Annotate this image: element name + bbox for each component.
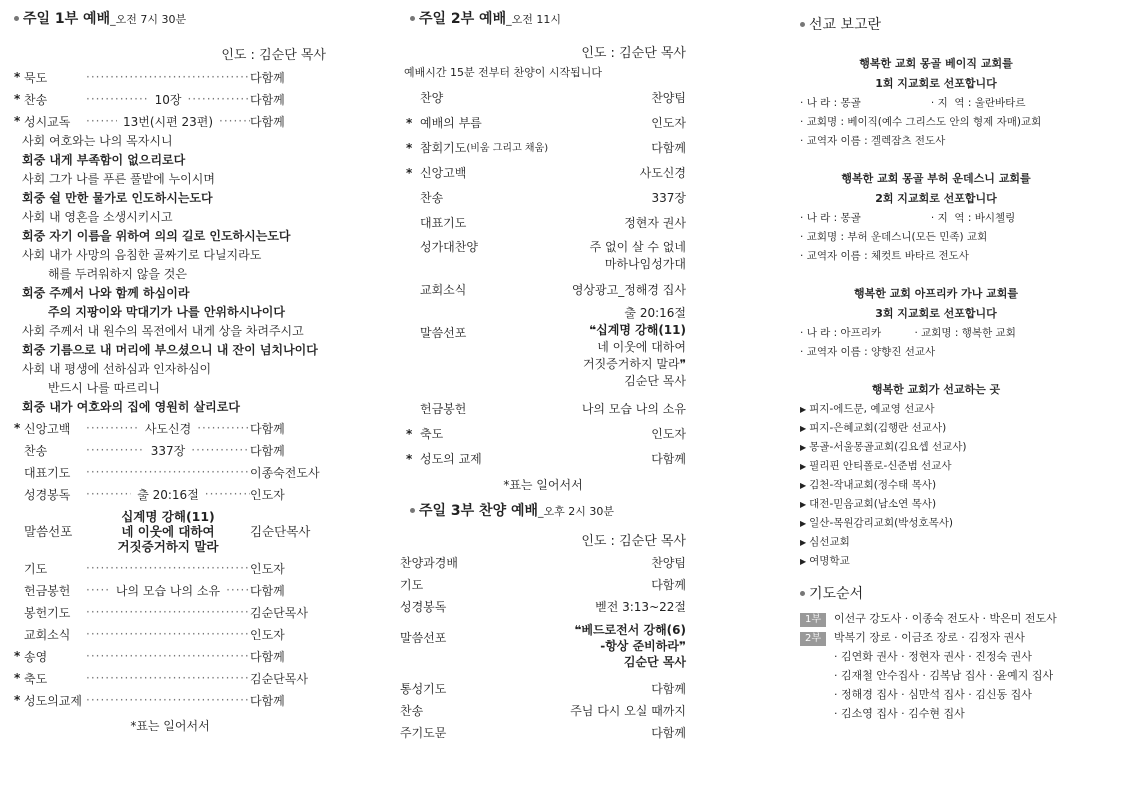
order-label: 헌금봉헌 [420, 402, 467, 416]
standing-mark: * [406, 166, 413, 180]
dot-leader [86, 443, 145, 457]
service-2-title: 주일 2부 예배 [419, 11, 507, 27]
sermon-info [583, 305, 686, 390]
order-left [406, 111, 482, 136]
order-list-b [14, 417, 326, 505]
standing-note: *표는 일어서서 [130, 719, 210, 733]
service-3-time: _오후 2시 30분 [538, 505, 615, 518]
sermon-preacher: 김순단 목사 [624, 374, 686, 388]
order-label: 신앙고백 [24, 421, 71, 436]
order-list-c [14, 557, 326, 711]
dot-leader [226, 583, 250, 597]
triangle-bullet-icon: ▶ [800, 462, 807, 471]
bullet-icon [14, 16, 19, 21]
service-1-sermon [14, 505, 326, 557]
psalm-line: 반드시 나를 따르리니 [48, 381, 160, 395]
order-right: 337장 [651, 191, 686, 205]
mission-item: · 교역자 이름 : 체컷트 바타르 전도사 [800, 250, 969, 262]
order-person: 인도자 [250, 561, 285, 576]
order-label: 찬송 [420, 191, 444, 205]
order-detail: 사도신경 [144, 421, 192, 436]
order-row [14, 417, 326, 439]
sermon-label: 말씀선포 [400, 631, 447, 645]
order-detail: 나의 모습 나의 소유 [115, 583, 221, 598]
order-row [14, 689, 326, 711]
standing-mark [406, 186, 420, 211]
order-right: 다함께 [651, 682, 686, 696]
order-row [400, 447, 686, 472]
support-item [800, 533, 1072, 552]
psalm-line: 회중 기름으로 내 머리에 부으셨으니 내 잔이 넘치나이다 [22, 343, 318, 357]
standing-mark: * [14, 114, 21, 128]
order-person: 인도자 [250, 627, 285, 642]
order-row [400, 700, 686, 722]
order-label: 찬송 [400, 704, 424, 718]
order-person: 다함께 [250, 70, 285, 85]
prayer-line [800, 704, 1072, 723]
order-label: 헌금봉헌 [24, 583, 71, 598]
sermon-scripture: 출 20:16절 [624, 306, 686, 320]
order-label: 찬양과경배 [400, 556, 458, 570]
mission-item: · 교회명 : 부허 운데스니(모든 민족) 교회 [800, 231, 988, 243]
service-2-order [400, 86, 686, 236]
service-2-heading [410, 8, 686, 30]
support-item [800, 400, 1072, 419]
prayer-names: · 김연화 권사 · 정현자 권사 · 진정숙 권사 [834, 650, 1032, 663]
support-list [800, 400, 1072, 571]
psalm-line: 회중 주께서 나와 함께 하심이라 [22, 286, 190, 300]
order-person: 김순단목사 [250, 671, 308, 686]
order-right: 찬양팀 [651, 556, 686, 570]
order-left [420, 397, 466, 422]
support-item [800, 419, 1072, 438]
mission-item-text: 나 라 : 몽골 · 지 역 : 바시첼링 [806, 212, 1016, 224]
order-right: 주님 다시 오실 때까지 [570, 704, 686, 718]
prayer-line [800, 666, 1072, 685]
order-row [400, 596, 686, 618]
triangle-bullet-icon: ▶ [800, 557, 807, 566]
order-label: 묵도 [24, 70, 48, 85]
service-3-leader: 인도 : 김순단 목사 [581, 534, 686, 549]
psalm-line: 사회 내가 사망의 음침한 골짜기로 다닐지라도 [22, 248, 262, 262]
order-left [406, 422, 444, 447]
order-label: 통성기도 [400, 682, 447, 696]
order-row [14, 439, 326, 461]
order-row [14, 88, 326, 110]
service-1-title: 주일 1부 예배 [23, 11, 111, 27]
service-1-leader: 인도 : 김순단 목사 [221, 48, 326, 63]
support-item [800, 438, 1072, 457]
support-title: 행복한 교회가 선교하는 곳 [871, 383, 1001, 396]
support-item [800, 476, 1072, 495]
support-item [800, 457, 1072, 476]
dot-leader [86, 605, 250, 619]
news-row [400, 279, 686, 303]
order-person: 김순단목사 [250, 605, 308, 620]
mission-heading [800, 14, 1072, 36]
prayer-line [800, 628, 1072, 647]
order-label: 봉헌기도 [24, 605, 71, 620]
service-2-leader: 인도 : 김순단 목사 [581, 46, 686, 61]
support-item-text: 심선교회 [809, 536, 850, 548]
dot-leader [86, 671, 250, 685]
choir-name: 마하나임성가대 [604, 257, 686, 271]
choir-song: 주 없이 살 수 없네 [589, 240, 686, 254]
psalm-line: 회중 쉴 만한 물가로 인도하시는도다 [22, 191, 213, 205]
order-right: 벧전 3:13~22절 [595, 600, 686, 614]
order-row [400, 86, 686, 111]
service-1-time: _오전 7시 30분 [110, 13, 187, 26]
dot-leader [86, 693, 250, 707]
choir-info [590, 239, 686, 273]
dot-leader [197, 421, 250, 435]
dot-leader [86, 583, 110, 597]
service-3-heading [410, 500, 686, 522]
dot-leader [86, 561, 250, 575]
order-person: 다함께 [250, 92, 285, 107]
service-3-sermon [400, 618, 686, 678]
sermon-line: ❝베드로전서 강해(6) [574, 623, 686, 637]
standing-mark: * [14, 649, 21, 663]
order-person: 인도자 [250, 487, 285, 502]
standing-mark: * [406, 427, 413, 441]
order-label: 기도 [400, 578, 424, 592]
sermon-label: 말씀선포 [420, 326, 467, 340]
standing-mark [406, 397, 420, 422]
dot-leader [86, 649, 250, 663]
sermon-line: ❝십계명 강해(11) [589, 323, 686, 337]
mission-item: · 교역자 이름 : 겔렉잠츠 전도사 [800, 135, 946, 147]
sermon-line: -항상 준비하라❞ [600, 639, 686, 653]
psalm-line: 사회 내 영혼을 소생시키시고 [22, 210, 173, 224]
order-detail: 출 20:16절 [137, 487, 199, 502]
order-label: 찬송 [24, 92, 48, 107]
order-label: 기도 [24, 561, 48, 576]
psalm-line: 회중 내게 부족함이 없으리로다 [22, 153, 186, 167]
sermon-line: 거짓증거하지 말라❞ [582, 357, 686, 371]
order-row [14, 645, 326, 667]
order-label: 교회소식 [24, 627, 71, 642]
psalm-reading [14, 132, 326, 417]
order-row [14, 667, 326, 689]
sermon-preacher: 김순단목사 [250, 524, 311, 539]
order-row [14, 461, 326, 483]
bullet-icon [410, 508, 415, 513]
order-row [400, 136, 686, 161]
mission-item: · 나 라 : 몽골 · 지 역 : 바시첼링 [800, 212, 1016, 224]
service-2-order-b [400, 397, 686, 472]
mission-item-text: 교역자 이름 : 체컷트 바타르 전도사 [806, 250, 969, 262]
order-right: 다함께 [651, 578, 686, 592]
order-left [406, 447, 482, 472]
psalm-line: 사회 그가 나를 푸른 풀밭에 누이시며 [22, 172, 215, 186]
bullet-icon [800, 591, 805, 596]
sermon-info [574, 622, 686, 678]
order-list-a [14, 66, 326, 132]
order-row [400, 397, 686, 422]
sermon-line: 네 이웃에 대하여 [121, 523, 215, 539]
mission-item: · 나 라 : 아프리카 · 교회명 : 행복한 교회 [800, 327, 1016, 339]
dot-leader [86, 487, 131, 501]
service-2-intro: 예배시간 15분 전부터 찬양이 시작됩니다 [404, 66, 602, 79]
standing-mark: * [406, 116, 413, 130]
order-label: 찬송 [24, 443, 48, 458]
standing-mark: * [406, 141, 413, 155]
order-label: 신앙고백 [420, 166, 467, 180]
order-left [420, 186, 443, 211]
order-row [400, 422, 686, 447]
order-right: 사도신경 [639, 166, 686, 180]
standing-mark: * [14, 421, 21, 435]
mission-item-text: 교역자 이름 : 양향진 선교사 [806, 346, 936, 358]
prayer-names: · 김재철 안수집사 · 김복남 집사 · 윤예지 집사 [834, 669, 1054, 682]
order-label: 송영 [24, 649, 48, 664]
mission-item-text: 나 라 : 몽골 · 지 역 : 울란바타르 [806, 97, 1026, 109]
order-row [14, 557, 326, 579]
order-label: 축도 [24, 671, 48, 686]
news-label: 교회소식 [420, 283, 467, 297]
standing-note: *표는 일어서서 [503, 478, 583, 492]
prayer-line [800, 609, 1072, 628]
mission-item: · 교역자 이름 : 양향진 선교사 [800, 346, 936, 358]
order-right: 정현자 권사 [624, 216, 686, 230]
mission-blocks [800, 54, 1072, 362]
choir-label: 성가대찬양 [420, 240, 478, 254]
order-right: 찬양팀 [651, 91, 686, 105]
triangle-bullet-icon: ▶ [800, 424, 807, 433]
service-badge: 2부 [800, 632, 826, 646]
mission-item-text: 교회명 : 부허 운데스니(모든 민족) 교회 [806, 231, 988, 243]
mission-title: 선교 보고란 [809, 17, 882, 33]
order-label: 성경봉독 [24, 487, 71, 502]
support-item-text: 김천-작내교회(정수태 목사) [809, 479, 937, 491]
order-row [400, 552, 686, 574]
mission-block-title: 행복한 교회 몽골 부허 운데스니 교회를 [841, 172, 1031, 185]
order-right: 다함께 [651, 452, 686, 466]
support-item-text: 일산-목원감리교회(박성호목사) [809, 517, 953, 529]
mission-block-subtitle: 1회 지교회로 선포합니다 [875, 77, 997, 90]
standing-mark: * [406, 452, 413, 466]
order-label: 참회기도 [420, 141, 467, 155]
dot-leader [86, 627, 250, 641]
order-right: 다함께 [651, 141, 686, 155]
dot-leader [191, 443, 250, 457]
prayer-line [800, 685, 1072, 704]
standing-mark: * [14, 70, 21, 84]
service-3-order-b [400, 678, 686, 744]
mission-block [800, 169, 1072, 266]
support-item-text: 필리핀 안티폴로-신준범 선교사 [809, 460, 952, 472]
mission-item: · 나 라 : 몽골 · 지 역 : 울란바타르 [800, 97, 1026, 109]
support-item-text: 몽골-서울몽골교회(김요셉 선교사) [809, 441, 967, 453]
order-label: 성도의 교제 [420, 452, 482, 466]
service-2-sermon [400, 303, 686, 397]
order-label: 예배의 부름 [420, 116, 482, 130]
psalm-line: 주의 지팡이와 막대기가 나를 안위하시나이다 [48, 305, 285, 319]
mission-item-text: 나 라 : 아프리카 · 교회명 : 행복한 교회 [806, 327, 1016, 339]
order-row [14, 483, 326, 505]
dot-leader [86, 114, 117, 128]
order-person: 다함께 [250, 443, 285, 458]
dot-leader [86, 421, 139, 435]
dot-leader [86, 92, 149, 106]
order-left [406, 161, 467, 186]
standing-mark: * [14, 92, 21, 106]
triangle-bullet-icon: ▶ [800, 443, 807, 452]
bullet-icon [800, 22, 805, 27]
mission-block-subtitle: 3회 지교회로 선포합니다 [875, 307, 997, 320]
dot-leader [187, 92, 250, 106]
mission-item: · 교회명 : 베이직(예수 그리스도 안의 형제 자매)교회 [800, 116, 1042, 128]
triangle-bullet-icon: ▶ [800, 519, 807, 528]
dot-leader [205, 487, 250, 501]
order-row [400, 111, 686, 136]
mission-item-text: 교역자 이름 : 겔렉잠츠 전도사 [806, 135, 946, 147]
psalm-line: 해를 두려워하지 않을 것은 [48, 267, 187, 281]
mission-block-subtitle: 2회 지교회로 선포합니다 [875, 192, 997, 205]
order-right: 인도자 [651, 427, 686, 441]
psalm-line: 사회 내 평생에 선하심과 인자하심이 [22, 362, 212, 376]
psalm-line: 사회 여호와는 나의 목자시니 [22, 134, 173, 148]
service-1-heading [14, 8, 326, 30]
service-2-column [400, 0, 686, 744]
sermon-line: 네 이웃에 대하여 [597, 340, 686, 354]
mission-block-title: 행복한 교회 몽골 베이직 교회를 [859, 57, 1013, 70]
order-person: 다함께 [250, 114, 285, 129]
order-row [400, 211, 686, 236]
order-label: 성경봉독 [400, 600, 447, 614]
order-person: 다함께 [250, 693, 285, 708]
order-sublabel: (비움 그리고 채움) [466, 143, 549, 154]
bullet-icon [410, 16, 415, 21]
standing-mark [406, 211, 420, 236]
mission-block [800, 284, 1072, 362]
order-detail: 13번(시편 23편) [122, 114, 214, 129]
order-person: 다함께 [250, 649, 285, 664]
order-detail: 10장 [154, 92, 182, 107]
order-row [14, 623, 326, 645]
support-item-text: 피지-은혜교회(김행란 선교사) [809, 422, 947, 434]
mission-block-title: 행복한 교회 아프리카 가나 교회를 [853, 287, 1019, 300]
mission-column [800, 0, 1072, 723]
support-item-text: 피지-에드문, 예교영 선교사 [809, 403, 935, 415]
support-item-text: 여명학교 [809, 555, 850, 567]
order-row [400, 186, 686, 211]
prayer-title: 기도순서 [809, 586, 864, 602]
order-row [14, 601, 326, 623]
sermon-label: 말씀선포 [24, 524, 73, 539]
prayer-list [800, 609, 1072, 723]
order-row [400, 678, 686, 700]
sermon-line: 거짓증거하지 말라 [117, 538, 219, 554]
order-person: 다함께 [250, 583, 285, 598]
order-label: 성시교독 [24, 114, 71, 129]
order-detail: 337장 [150, 443, 186, 458]
standing-mark [406, 86, 420, 111]
psalm-line: 사회 주께서 내 원수의 목전에서 내게 상을 차려주시고 [22, 324, 304, 338]
order-left [420, 86, 443, 111]
triangle-bullet-icon: ▶ [800, 481, 807, 490]
order-row [14, 579, 326, 601]
triangle-bullet-icon: ▶ [800, 500, 807, 509]
order-label: 찬양 [420, 91, 444, 105]
order-row [14, 66, 326, 88]
triangle-bullet-icon: ▶ [800, 405, 807, 414]
order-row [14, 110, 326, 132]
psalm-line: 회중 내가 여호와의 집에 영원히 살리로다 [22, 400, 240, 414]
prayer-names: · 김소영 집사 · 김수현 집사 [834, 707, 965, 720]
service-1-column [14, 0, 326, 734]
support-item [800, 495, 1072, 514]
psalm-line: 회중 자기 이름을 위하여 의의 길로 인도하시는도다 [22, 229, 291, 243]
order-row [400, 722, 686, 744]
order-row [400, 574, 686, 596]
service-badge: 1부 [800, 613, 826, 627]
order-right: 나의 모습 나의 소유 [581, 402, 686, 416]
prayer-line [800, 647, 1072, 666]
service-3-order [400, 552, 686, 618]
support-item [800, 514, 1072, 533]
standing-mark: * [14, 671, 21, 685]
prayer-names: 박복기 장로 · 이금조 장로 · 김정자 권사 [834, 631, 1025, 644]
dot-leader [86, 465, 250, 479]
standing-mark: * [14, 693, 21, 707]
sermon-title [86, 509, 250, 554]
support-item-text: 대전-믿음교회(남소연 목사) [809, 498, 937, 510]
prayer-names: · 정해경 집사 · 심만석 집사 · 김신동 집사 [834, 688, 1032, 701]
order-person: 다함께 [250, 421, 285, 436]
order-label: 축도 [420, 427, 444, 441]
dot-leader [86, 70, 250, 84]
mission-item-text: 교회명 : 베이직(예수 그리스도 안의 형제 자매)교회 [806, 116, 1042, 128]
choir-row [400, 236, 686, 279]
sermon-preacher: 김순단 목사 [623, 655, 686, 669]
triangle-bullet-icon: ▶ [800, 538, 807, 547]
news-info: 영상광고_정해경 집사 [571, 283, 686, 297]
order-label: 성도의교제 [24, 693, 82, 708]
order-row [400, 161, 686, 186]
support-item [800, 552, 1072, 571]
order-label: 주기도문 [400, 726, 447, 740]
order-right: 인도자 [651, 116, 686, 130]
prayer-heading [800, 583, 1072, 605]
order-left [406, 136, 549, 161]
order-left [420, 211, 466, 236]
prayer-names: 이선구 강도사 · 이종숙 전도사 · 박은미 전도사 [834, 612, 1057, 625]
service-2-time: _오전 11시 [506, 13, 561, 26]
order-right: 다함께 [651, 726, 686, 740]
dot-leader [219, 114, 250, 128]
order-label: 대표기도 [24, 465, 71, 480]
order-label: 대표기도 [420, 216, 467, 230]
support-section [800, 380, 1072, 571]
order-person: 이종숙전도사 [250, 465, 320, 480]
service-3-title: 주일 3부 찬양 예배 [419, 503, 539, 519]
sermon-line: 십계명 강해(11) [121, 508, 215, 524]
mission-block [800, 54, 1072, 151]
